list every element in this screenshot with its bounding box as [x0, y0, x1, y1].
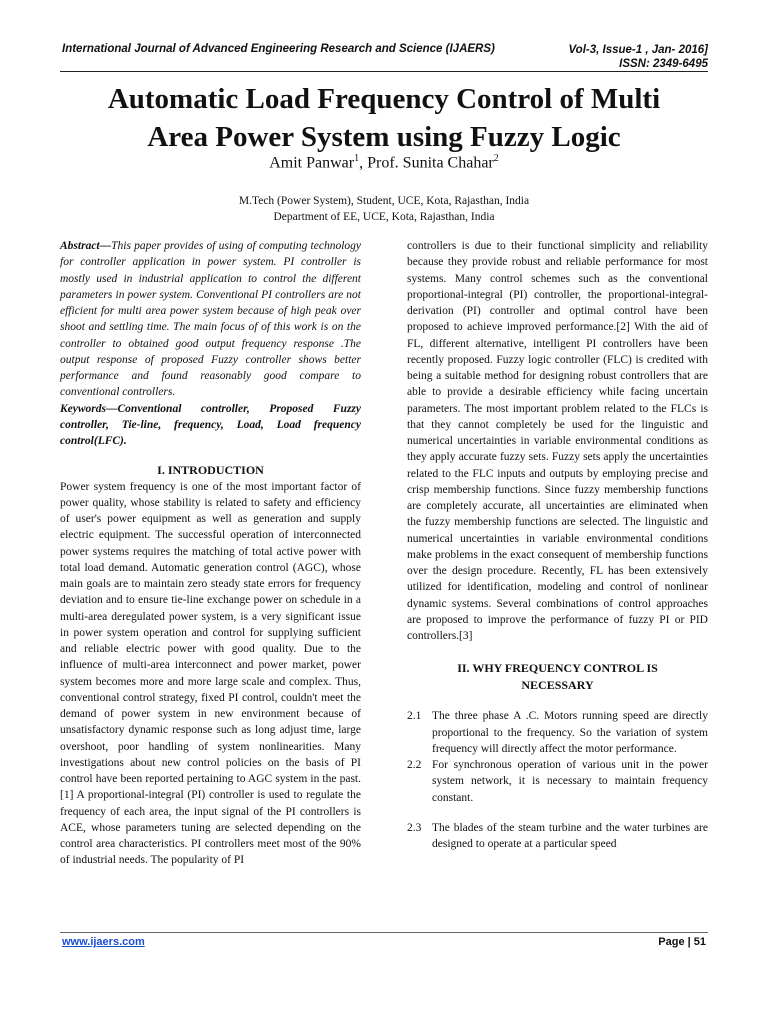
journal-website-link[interactable]: www.ijaers.com	[62, 936, 145, 948]
issue-info	[568, 43, 708, 71]
issn: ISSN: 2349-6495	[619, 58, 708, 70]
footer-rule	[60, 932, 708, 933]
list-item-number: 2.3	[407, 821, 422, 834]
section-heading-line-1: II. WHY FREQUENCY CONTROL IS	[457, 661, 658, 676]
authors	[60, 153, 708, 172]
list-item	[407, 708, 708, 757]
section-heading-introduction: I. INTRODUCTION	[157, 463, 264, 478]
affiliation-1: M.Tech (Power System), Student, UCE, Kota, Rajasthan, India	[238, 195, 530, 207]
author-1: Amit Panwar	[269, 154, 355, 172]
paper-title	[60, 80, 708, 156]
right-column	[407, 238, 708, 852]
abstract	[60, 238, 361, 401]
list-item-text: The blades of the steam turbine and the water turbines are designed to operate at a particular speed	[432, 821, 708, 850]
list-item-number: 2.2	[407, 759, 422, 771]
list-item-text: The three phase A .C. Motors running speed are directly proportional to the frequency. So the variation of system frequency will directly affect the motor performance.	[432, 710, 708, 755]
author-1-affiliation-mark: 1	[354, 153, 360, 164]
author-2-affiliation-mark: 2	[493, 153, 499, 164]
keywords: Keywords—Conventional controller, Proposed Fuzzy controller, Tie-line, frequency, Load, Load frequency control(LFC).	[60, 402, 361, 447]
introduction-continued-text: controllers is due to their functional simplicity and reliability because they provide robust and reliable performance for most systems. Many control schemes such as the conventional proportional-integral (PI) controller, the proportional-integral-derivation (PI) controller and optimal control have been proposed to achieve improved performance.[2] With the aid of FL, different alternative, intelligent PI controllers have been recently proposed. Fuzzy logic controller (FLC) is credited with being a suitable method for designing robust controllers that are able to provide a desirable efficiency while facing uncertain parameters. The most important problem related to the FLCs is that they cannot completely be used for the linguistic and numerical uncertainties in variable environmental conditions as they apply accurate fuzzy sets. Fuzzy sets apply the uncertainties related to the FLC inputs and outputs by employing precise and crisp membership functions. Since fuzzy membership functions are completely accurate, all uncertainties are eliminated when the fuzzy membership functions are selected. The linguistic and numerical uncertainties in variable environmental conditions make problems in the exact consequent of membership functions over the design procedure. Recently, FL has been extensively utilized for identification, modeling and control of nonlinear dynamic systems. Several combinations of control approaches are proposed to improve the performance of fuzzy PI or PID controllers.[3]	[407, 240, 708, 642]
title-line-1: Automatic Load Frequency Control of Multi	[107, 83, 661, 115]
abstract-label: Abstract—	[60, 240, 112, 252]
affiliations	[60, 193, 708, 225]
list-item	[407, 820, 708, 853]
list-item-number: 2.1	[407, 710, 422, 723]
author-2: , Prof. Sunita Chahar	[359, 154, 494, 172]
introduction-text: Power system frequency is one of the most important factor of power quality, whose stability is related to safety and efficiency of user's power equipment as well as generation and supply electric equipment. The successful operation of interconnected power systems requires the matching of total active power with total load demand. Automatic generation control (AGC), whose main goals are to maintain zero steady state errors for frequency deviation and to ensure tie-line exchange power on schedule in a multi-area deregulated power system, is a very significant issue in power system operation and control for supplying sufficient and reliable electric power with good quality. Due to the influence of multi-area interconnect and power market, power system becomes more and more large scale and complex. Thus, conventional control strategy, fixed PI control, couldn't meet the demand of power system in new environment because of unsatisfactory dynamic response such as long adjust time, large overshoot, poor handling of system nonlinearities. Many investigations about new control policies on the basis of PI control have been reported pertaining to AGC system in the past.[1] A proportional-integral (PI) controller is used to regulate the frequency of each area, the input signal of the PI controllers is ACE, whose parameters tuning are selected depending on the control area characteristics. PI controllers meet most of the 90% of industrial needs. The popularity of PI	[60, 480, 361, 867]
abstract-text: This paper provides of using of computing technology for controller application in power system. PI controller is mostly used in industrial application to control the different parameters in power system. Conventional PI controllers are not efficient for multi area power system because of high peak over shoot and settling time. The main focus of of this work is on the controller to obtained good output frequency response .The output response of proposed Fuzzy controller shows better performance and found reasonably good compare to conventional controllers.	[60, 240, 361, 399]
left-column	[60, 238, 361, 869]
list-item-text: For synchronous operation of various unit in the power system network, it is necessary to maintain frequency constant.	[432, 759, 708, 804]
volume-issue: Vol-3, Issue-1 , Jan- 2016]	[568, 44, 708, 56]
title-line-2: Area Power System using Fuzzy Logic	[147, 121, 621, 153]
journal-name: International Journal of Advanced Engineering Research and Science (IJAERS)	[62, 43, 495, 55]
list-item	[407, 757, 708, 806]
section-heading-why-frequency-control	[407, 660, 708, 694]
affiliation-2: Department of EE, UCE, Kota, Rajasthan, India	[273, 211, 495, 223]
section-heading-line-2: NECESSARY	[521, 678, 594, 693]
list-gap	[407, 806, 708, 820]
page-number: Page | 51	[658, 936, 706, 948]
header-rule	[60, 71, 708, 72]
